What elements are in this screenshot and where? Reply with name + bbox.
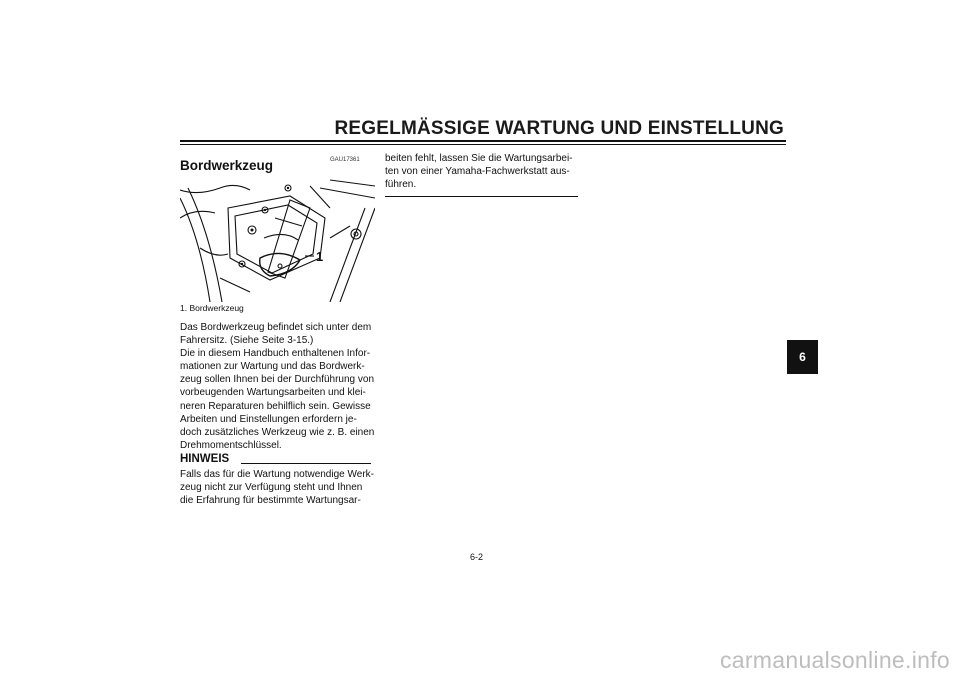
body-line: beiten fehlt, lassen Sie die Wartungsarbei- — [385, 153, 573, 164]
page-header-title: REGELMÄSSIGE WARTUNG UND EINSTELLUNG — [334, 118, 784, 139]
body-text-left — [180, 321, 375, 452]
body-line: vorbeugenden Wartungsarbeiten und klei- — [180, 387, 366, 399]
toolkit-drawing — [180, 178, 375, 302]
section-title: Bordwerkzeug — [180, 158, 274, 173]
toolkit-illustration — [180, 178, 375, 302]
note-rule — [241, 463, 371, 464]
note-line: Falls das für die Wartung notwendige Werk- — [180, 469, 374, 480]
body-line: neren Reparaturen behilflich sein. Gewisse — [180, 400, 371, 412]
chapter-tab-number: 6 — [799, 350, 806, 364]
body-line: Das Bordwerkzeug befindet sich unter dem — [180, 322, 372, 333]
note-end-rule — [385, 196, 578, 197]
body-line: ten von einer Yamaha-Fachwerkstatt aus- — [385, 166, 570, 178]
watermark: carmanualsonline.info — [719, 647, 950, 673]
body-line: Die in diesem Handbuch enthaltenen Infor- — [180, 348, 371, 360]
body-line: Fahrersitz. (Siehe Seite 3-15.) — [180, 335, 314, 347]
body-text-right — [385, 152, 585, 191]
body-line: führen. — [385, 179, 417, 191]
note-line: die Erfahrung für bestimmte Wartungsar- — [180, 495, 361, 507]
figure-callout-number: 1 — [316, 249, 324, 264]
body-line: zeug sollen Ihnen bei der Durchführung von — [180, 374, 375, 386]
body-line: doch zusätzliches Werkzeug wie z. B. einen — [180, 426, 375, 438]
chapter-tab — [787, 340, 818, 374]
figure-caption: 1. Bordwerkzeug — [180, 303, 244, 313]
header-rule — [180, 140, 786, 142]
body-line: Arbeiten und Einstellungen erfordern je- — [180, 413, 357, 425]
header-rule-thin — [180, 144, 786, 145]
body-line: mationen zur Wartung und das Bordwerk- — [180, 361, 365, 373]
note-line: zeug nicht zur Verfügung steht und Ihnen — [180, 482, 363, 494]
body-line: Drehmomentschlüssel. — [180, 439, 282, 451]
note-text — [180, 468, 375, 507]
section-code: GAU17361 — [330, 157, 360, 163]
note-heading: HINWEIS — [180, 453, 230, 465]
page-number: 6-2 — [470, 552, 484, 562]
